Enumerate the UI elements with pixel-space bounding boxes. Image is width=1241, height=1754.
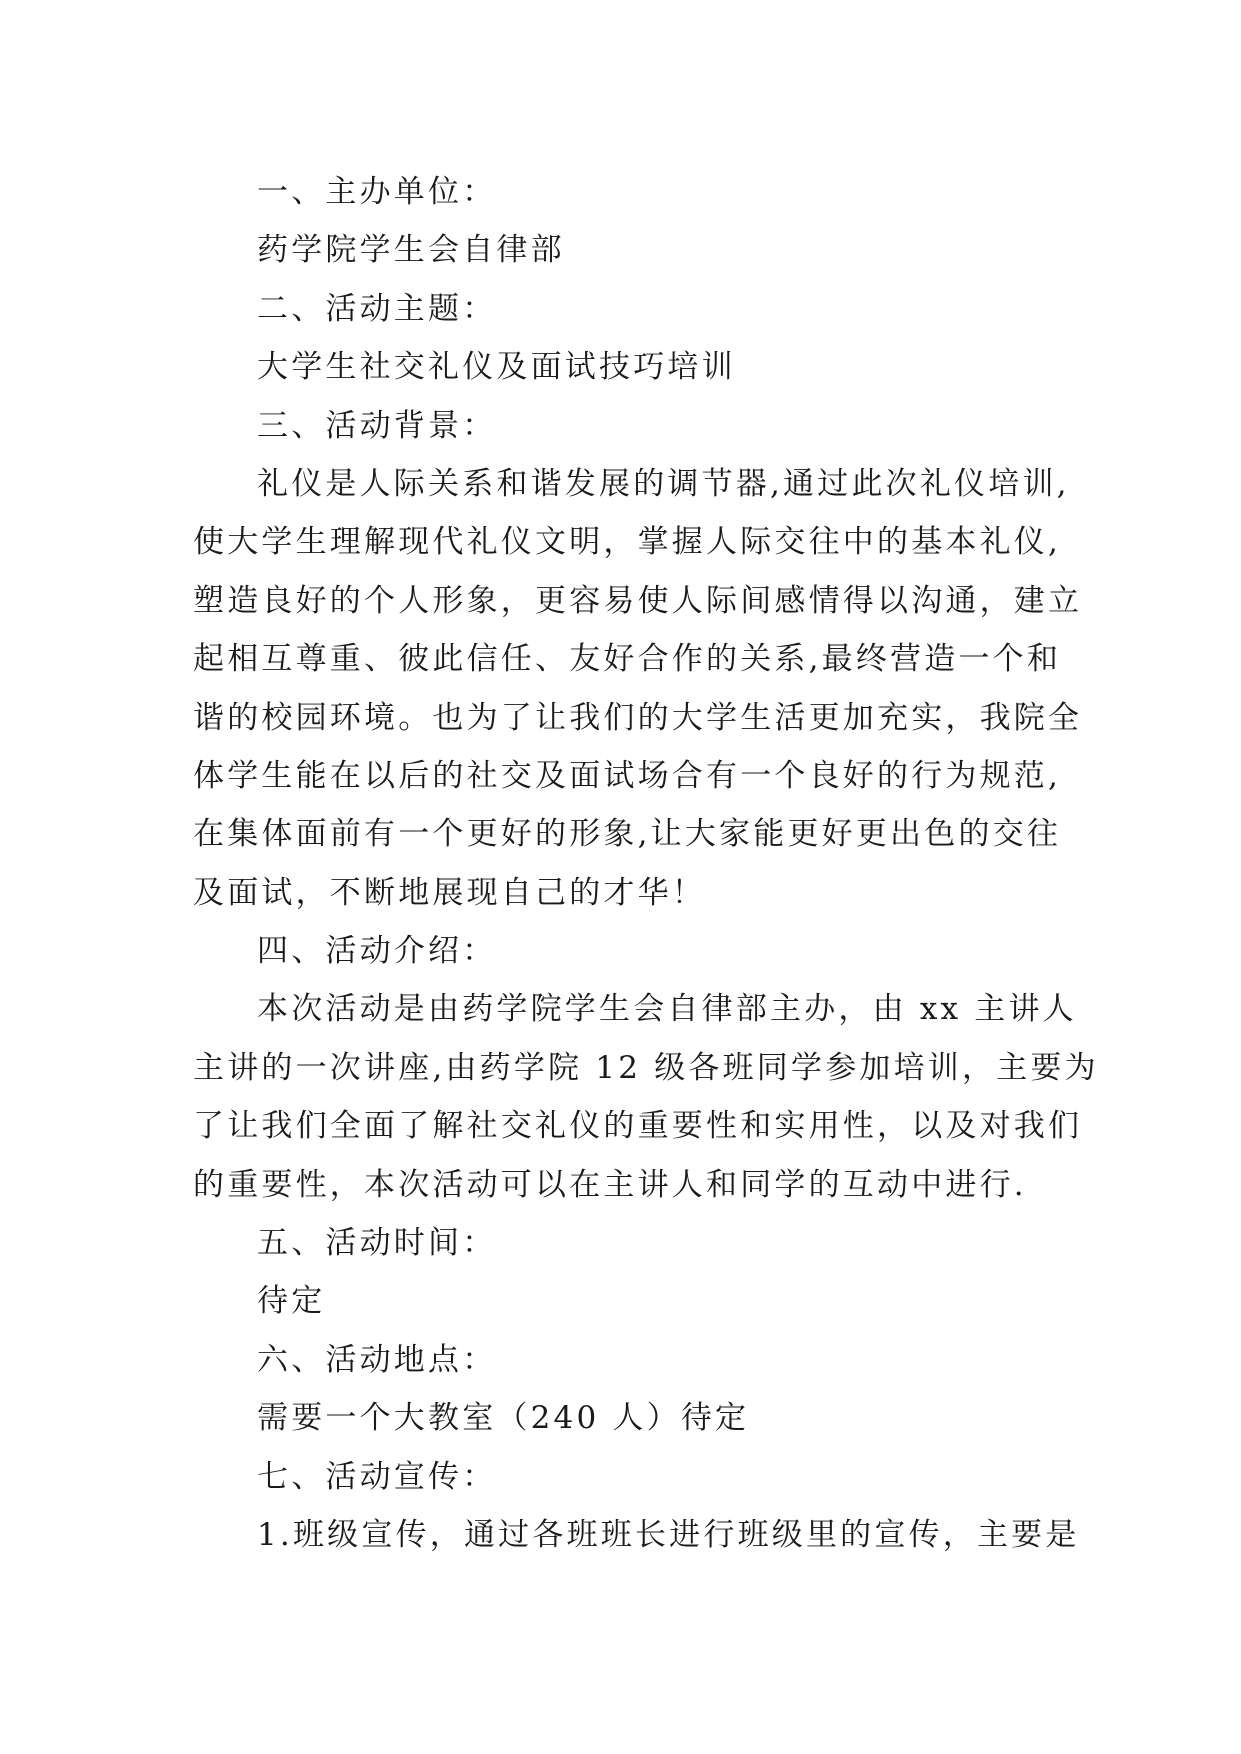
paragraph-line: 的重要性，本次活动可以在主讲人和同学的互动中进行.	[193, 1166, 1027, 1203]
paragraph-line: 在集体面前有一个更好的形象,让大家能更好更出色的交往	[193, 816, 1062, 853]
paragraph-line: 体学生能在以后的社交及面试场合有一个良好的行为规范,	[193, 757, 1062, 794]
section-heading-background: 三、活动背景：	[257, 407, 497, 444]
paragraph-line: 塑造良好的个人形象，更容易使人际间感情得以沟通，建立	[193, 582, 1083, 619]
location-value: 需要一个大教室（240 人）待定	[257, 1400, 750, 1437]
background-paragraph	[193, 455, 1083, 922]
section-heading-organizer: 一、主办单位：	[257, 174, 497, 210]
section-heading-introduction: 四、活动介绍：	[257, 933, 497, 970]
paragraph-line: 谐的校园环境。也为了让我们的大学生活更加充实，我院全	[193, 699, 1083, 736]
paragraph-line: 及面试，不断地展现自己的才华！	[193, 874, 706, 911]
section-heading-time: 五、活动时间：	[257, 1225, 497, 1262]
theme-value: 大学生社交礼仪及面试技巧培训	[257, 349, 736, 386]
paragraph-line: 使大学生理解现代礼仪文明，掌握人际交往中的基本礼仪,	[193, 524, 1062, 561]
publicity-item-1: 1.班级宣传，通过各班班长进行班级里的宣传，主要是	[257, 1516, 1080, 1553]
paragraph-line: 本次活动是由药学院学生会自律部主办，由 xx 主讲人	[257, 991, 1077, 1028]
section-heading-theme: 二、活动主题：	[257, 290, 497, 327]
organizer-value: 药学院学生会自律部	[257, 232, 565, 269]
section-heading-publicity: 七、活动宣传：	[257, 1458, 497, 1495]
paragraph-line: 了让我们全面了解社交礼仪的重要性和实用性，以及对我们	[193, 1108, 1083, 1145]
introduction-paragraph	[193, 980, 1099, 1214]
paragraph-line: 礼仪是人际关系和谐发展的调节器,通过此次礼仪培训,	[257, 465, 1070, 502]
time-value: 待定	[257, 1283, 326, 1320]
paragraph-line: 主讲的一次讲座,由药学院 12 级各班同学参加培训，主要为	[193, 1049, 1099, 1086]
section-heading-location: 六、活动地点：	[257, 1341, 497, 1378]
document-body	[193, 163, 1099, 1564]
paragraph-line: 起相互尊重、彼此信任、友好合作的关系,最终营造一个和	[193, 641, 1062, 678]
